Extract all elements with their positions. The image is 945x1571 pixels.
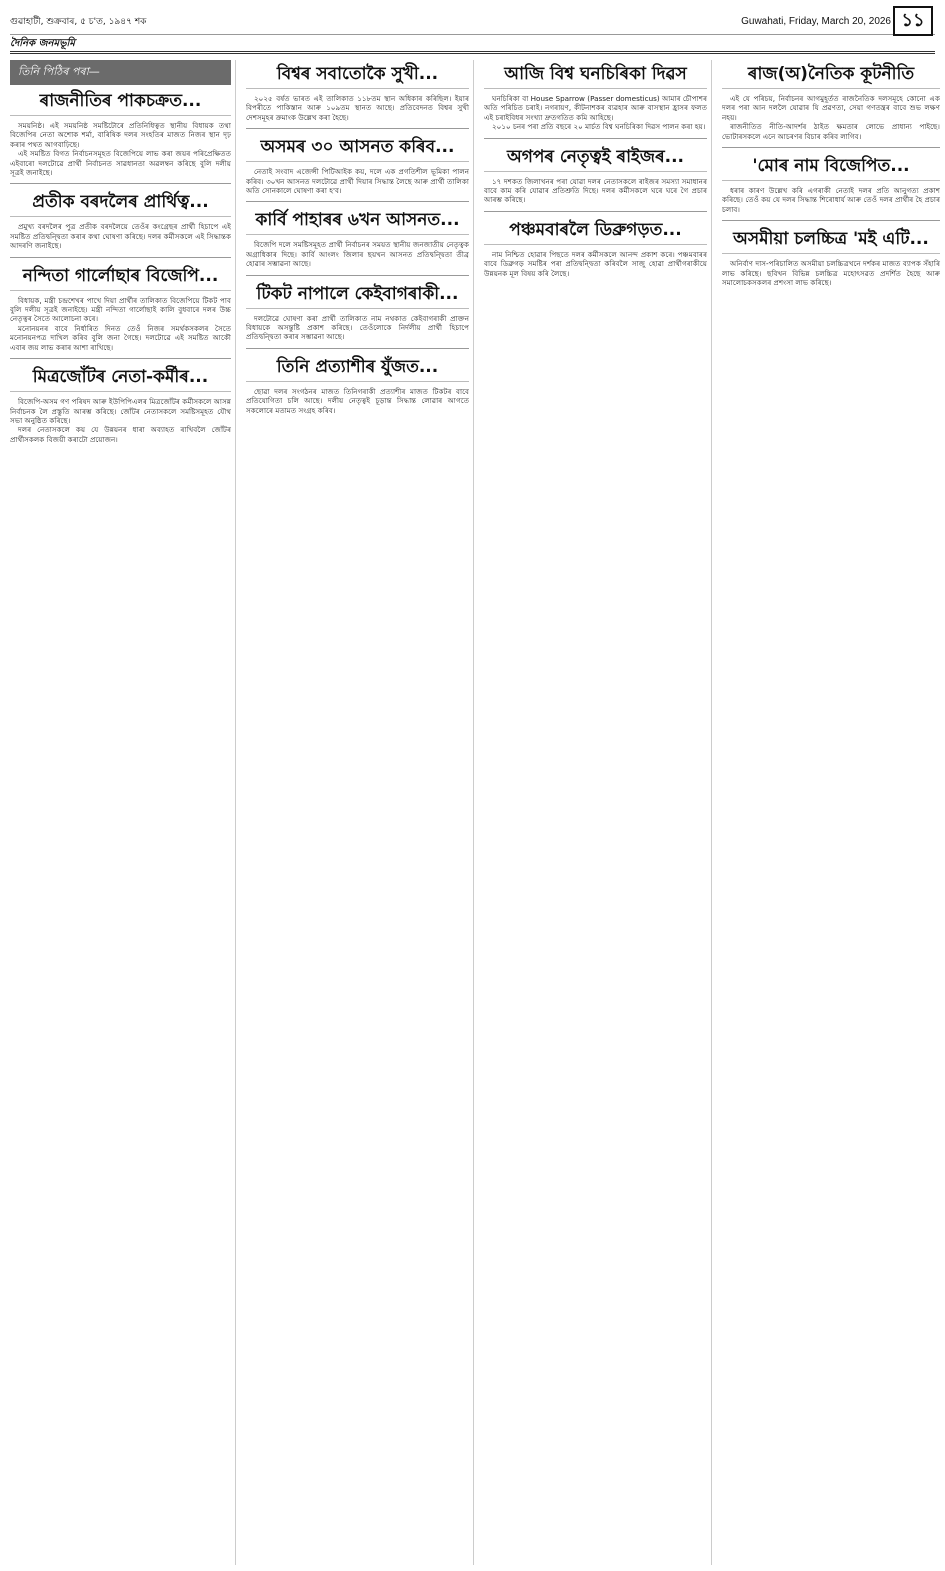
paragraph: ৰাজনীতিত নীতি-আদৰ্শৰ ঠাইত ক্ষমতাৰ লোভে প্ৰাধান্য পাইছে। ভোটাৰসকলে এনে আচৰণৰ বিচাৰ কৰিব লাগিব। (722, 122, 940, 141)
article-editorial (722, 64, 940, 141)
article-karbi (246, 201, 469, 268)
paragraph: ছোৱা দলৰ সংগঠনৰ মাজত তিনিগৰাকী প্ৰত্যাশীৰ মাজত টিকটৰ বাবে প্ৰতিযোগিতা চলি আছে। দলীয় নেতৃত্বই চূড়ান্ত সিদ্ধান্ত লোৱাৰ আগতে সকলোৰে মতামত সংগ্ৰহ কৰিব। (246, 386, 469, 415)
headline: আজি বিশ্ব ঘনচিৰিকা দিৱস (484, 64, 707, 89)
article-body (246, 387, 469, 415)
paragraph: ২০২৫ বৰ্ষত ভাৰত এই তালিকাত ১১৮তম স্থান অধিকাৰ কৰিছিল। ইয়াৰ বিপৰীতে পাকিস্তান আৰু ১০৯তম স্থানত আছে। প্ৰতিবেদনত বিশ্বৰ সুখী দেশসমূহৰ ক্ৰমাংক উল্লেখ কৰা হৈছে। (246, 94, 469, 122)
paragraph: বিজেপি-অসম গণ পৰিষদ আৰু ইউপিপিএলৰ মিত্ৰজোঁটৰ কৰ্মীসকলে আসন্ন নিৰ্বাচনক লৈ প্ৰস্তুতি আৰম্ভ কৰিছে। জোঁটৰ নেতাসকলে সমষ্টিসমূহত যৌথ সভা অনুষ্ঠিত কৰিছে। (10, 397, 231, 425)
article-film (722, 220, 940, 287)
headline: ৰাজ(অ)নৈতিক কূটনীতি (722, 64, 940, 89)
headline: পঞ্চমবাৰলৈ ডিব্ৰুগড়ত... (484, 220, 707, 245)
paragraph: ধৰাৰ কাৰণ উল্লেখ কৰি এগৰাকী নেতাই দলৰ প্ৰতি আনুগত্য প্ৰকাশ কৰিছে। তেওঁ কয় যে দলৰ সিদ্ধান্ত শিৰোধাৰ্য আৰু তেওঁ দলৰ প্ৰাৰ্থীৰ হৈ প্ৰচাৰ চলাব। (722, 186, 940, 214)
date-line-assamese: গুৱাহাটী, শুক্ৰবাৰ, ৫ চ'ত, ১৯৪৭ শক (10, 17, 147, 27)
paragraph: ১৭ দশকত জিলাখনৰ পৰা যোৱা দলৰ নেতাসকলে ৰাইজৰ সমস্যা সমাধানৰ বাবে কাম কৰি যোৱাৰ প্ৰতিশ্ৰুতি দিছে। দলৰ কৰ্মীসকলে ঘৰে ঘৰে গৈ প্ৰচাৰ আৰম্ভ কৰিছে। (484, 176, 707, 205)
date-line-english: Guwahati, Friday, March 20, 2026 (741, 16, 891, 27)
paragraph: প্ৰমুখ্য বৰদলৈৰ পুত্ৰ প্ৰতীক বৰদলৈয়ে তেওঁৰ কংগ্ৰেছৰ প্ৰাৰ্থী হিচাপে এই সমষ্টিত প্ৰতিদ্বন্দ্বিতা কৰাৰ কথা ঘোষণা কৰিছে। দলৰ কৰ্মীসকলে এই সিদ্ধান্তক আদৰণি জনাইছে। (10, 222, 231, 251)
column-3 (484, 60, 712, 1565)
paragraph: মনোনয়নৰ বাবে নিৰ্ধাৰিত দিনত তেওঁ নিজৰ সমৰ্থকসকলৰ সৈতে মনোনয়নপত্ৰ দাখিল কৰিব বুলি জনা গৈছে। দলটোৱে এই সমষ্টিত আকৌ এবাৰ জয় লাভ কৰাৰ আশা ৰাখিছে। (10, 323, 231, 352)
paragraph: সময়নিষ্ঠ। এই সময়নিষ্ঠ সমষ্টিটোৰে প্ৰতিনিধিত্বত স্থানীয় বিধায়ক তথা বিজেপিৰ নেতা অশোক শৰ্মা, বাৰিষিক দলৰ সংহতিৰ মাজত নিজৰ স্থান দৃঢ় কৰাৰ পথত আগবাঢ়িছে। (10, 121, 231, 149)
article-30-seats (246, 128, 469, 195)
paragraph: বিধায়ক, মন্ত্ৰী চন্দ্ৰশেখৰ পাখে দিয়া প্ৰাৰ্থীৰ তালিকাত বিজেপিয়ে টিকট পাব বুলি দলীয় সূত্ৰই জনাইছে। মন্ত্ৰী নন্দিতা গাৰ্লোছাই কালি বুধবাৰে দলৰ উচ্চ নেতৃত্বৰ সৈতে আলোচনা কৰে। (10, 295, 231, 324)
headline: অগপৰ নেতৃত্বই ৰাইজৰ... (484, 147, 707, 172)
article-body (10, 222, 231, 250)
column-2 (246, 60, 474, 1565)
article-body (10, 121, 231, 177)
article-happiest (246, 64, 469, 122)
paragraph: ২০১০ চনৰ পৰা প্ৰতি বছৰে ২০ মাৰ্চত বিশ্ব ঘনচিৰিকা দিৱস পালন কৰা হয়। (492, 122, 706, 132)
article-body (722, 186, 940, 214)
masthead-bar (10, 35, 935, 54)
column-4 (722, 60, 944, 1565)
article-body (722, 94, 940, 141)
masthead-title: দৈনিক জনমভূমি (10, 38, 75, 49)
page-number: ১১ (893, 6, 933, 36)
paragraph: অনিৰ্বাণ দাস-পৰিচালিত অসমীয়া চলচ্চিত্ৰখনে দৰ্শকৰ মাজত ব্যাপক সঁহাৰি লাভ কৰিছে। ছবিখন বিভিন্ন চলচ্চিত্ৰ মহোৎসৱত প্ৰদৰ্শিত হৈছে আৰু সমালোচকসকলৰ প্ৰশংসা লাভ কৰিছে। (722, 259, 940, 288)
headline: অসমৰ ৩০ আসনত কৰিব... (246, 137, 469, 162)
article-body (246, 167, 469, 195)
article-sparrow-day (484, 64, 707, 132)
article-mitrajot (10, 358, 231, 444)
headline: মিত্ৰজোঁটৰ নেতা-কৰ্মীৰ... (10, 367, 231, 392)
paragraph: দলটোৱে ঘোষণা কৰা প্ৰাৰ্থী তালিকাত নাম নথকাত কেইবাগৰাকী প্ৰাক্তন বিধায়কে অসন্তুষ্টি প্ৰকাশ কৰিছে। তেওঁলোকে নিৰ্দলীয় প্ৰাৰ্থী হিচাপে প্ৰতিদ্বন্দ্বিতা কৰাৰ সম্ভাৱনা আছে। (246, 313, 469, 342)
headline: 'মোৰ নাম বিজেপিত... (722, 156, 940, 181)
article-body (246, 240, 469, 268)
headline: বিশ্বৰ সবাতোকৈ সুখী... (246, 64, 469, 89)
article-ticket (246, 275, 469, 342)
paragraph: দলৰ নেতাসকলে কয় যে উন্নয়নৰ ধাৰা অব্যাহত ৰাখিবলৈ জোঁটৰ প্ৰাৰ্থীসকলক বিজয়ী কৰাটো প্ৰয়োজন। (10, 425, 231, 444)
paragraph: ঘনচিৰিকা বা House Sparrow (Passer domesticus) আমাৰ চৌপাশৰ অতি পৰিচিত চৰাই। নগৰায়ণ, কীটনাশকৰ ব্যৱহাৰ আৰু বাসস্থান হ্ৰাসৰ ফলত এই চৰাইবিধৰ সংখ্যা দ্ৰুতগতিত কমি আহিছে। (484, 94, 707, 122)
article-agp (484, 138, 707, 205)
article-nandita (10, 257, 231, 352)
article-mor-naam (722, 147, 940, 214)
article-dibrugarh (484, 211, 707, 278)
top-bar (10, 8, 935, 35)
headline: তিনি প্ৰত্যাশীৰ যুঁজত... (246, 357, 469, 382)
article-three-contenders (246, 348, 469, 415)
paragraph: বিজেপি দলে সমষ্টিসমূহত প্ৰাৰ্থী নিৰ্বাচনৰ সময়ত স্থানীয় জনজাতীয় নেতৃত্বক অগ্ৰাধিকাৰ দিছে। কাৰ্বি আংলং জিলাৰ ছয়খন আসনত প্ৰতিদ্বন্দ্বিতা তীব্ৰ হোৱাৰ সম্ভাৱনা আছে। (246, 240, 469, 269)
columns (10, 60, 940, 1565)
headline: টিকট নাপালে কেইবাগৰাকী... (246, 284, 469, 309)
headline: কাৰ্বি পাহাৰৰ ৬খন আসনত... (246, 210, 469, 235)
article-body (722, 259, 940, 287)
headline: প্ৰতীক বৰদলৈৰ প্ৰাৰ্থিত্ব... (10, 192, 231, 217)
column-1 (10, 60, 236, 1565)
article-body (10, 397, 231, 444)
headline: নন্দিতা গাৰ্লোছাৰ বিজেপি... (10, 266, 231, 291)
article-body (484, 250, 707, 278)
article-body (10, 296, 231, 352)
article-rajniti (10, 91, 231, 177)
article-body (246, 314, 469, 342)
article-pratik-bordoloi (10, 183, 231, 250)
headline: ৰাজনীতিৰ পাকচক্ৰত... (10, 91, 231, 116)
paragraph: নাম নিশ্চিত হোৱাৰ পিছতে দলৰ কৰ্মীসকলে আনন্দ প্ৰকাশ কৰে। পঞ্চমবাৰৰ বাবে ডিব্ৰুগড় সমষ্টিৰ পৰা প্ৰতিদ্বন্দ্বিতা কৰিবলৈ সাজু হোৱা প্ৰাৰ্থীগৰাকীয়ে উন্নয়নক মূল বিষয় কৰি লৈছে। (484, 249, 707, 278)
section-banner: তিনি পিঠিৰ পৰা— (10, 60, 231, 85)
paragraph: নেতাই সংবাদ এজেন্সী পিটিআইক কয়, দলে এক প্ৰগতিশীল ভূমিকা পালন কৰিব। ৩০খন আসনত দলটোৱে প্ৰাৰ্থী দিয়াৰ সিদ্ধান্ত লৈছে আৰু প্ৰাৰ্থী তালিকা অতি সোনকালে ঘোষণা কৰা হ'ব। (246, 167, 469, 196)
paragraph: এই সমষ্টিত বিগত নিৰ্বাচনসমূহত বিজেপিয়ে লাভ কৰা জয়ৰ পৰিপ্ৰেক্ষিতত এইবাৰো দলটোৱে প্ৰাৰ্থী নিৰ্বাচনত সাৱধানতা অৱলম্বন কৰিছে বুলি দলীয় সূত্ৰই জনাইছে। (10, 149, 231, 178)
headline: অসমীয়া চলচ্চিত্ৰ 'মই এটি... (722, 229, 940, 254)
article-body (246, 94, 469, 122)
article-body (484, 177, 707, 205)
article-body (484, 94, 707, 132)
paragraph: এই যে পৰিচয়, নিৰ্বাচনৰ আগমুহূৰ্তত ৰাজনৈতিক দলসমূহে কোনো এক দলৰ পৰা আন দললৈ যোৱাৰ যি প্ৰৱণতা, সেয়া গণতন্ত্ৰৰ বাবে শুভ লক্ষণ নহয়। (722, 94, 940, 122)
